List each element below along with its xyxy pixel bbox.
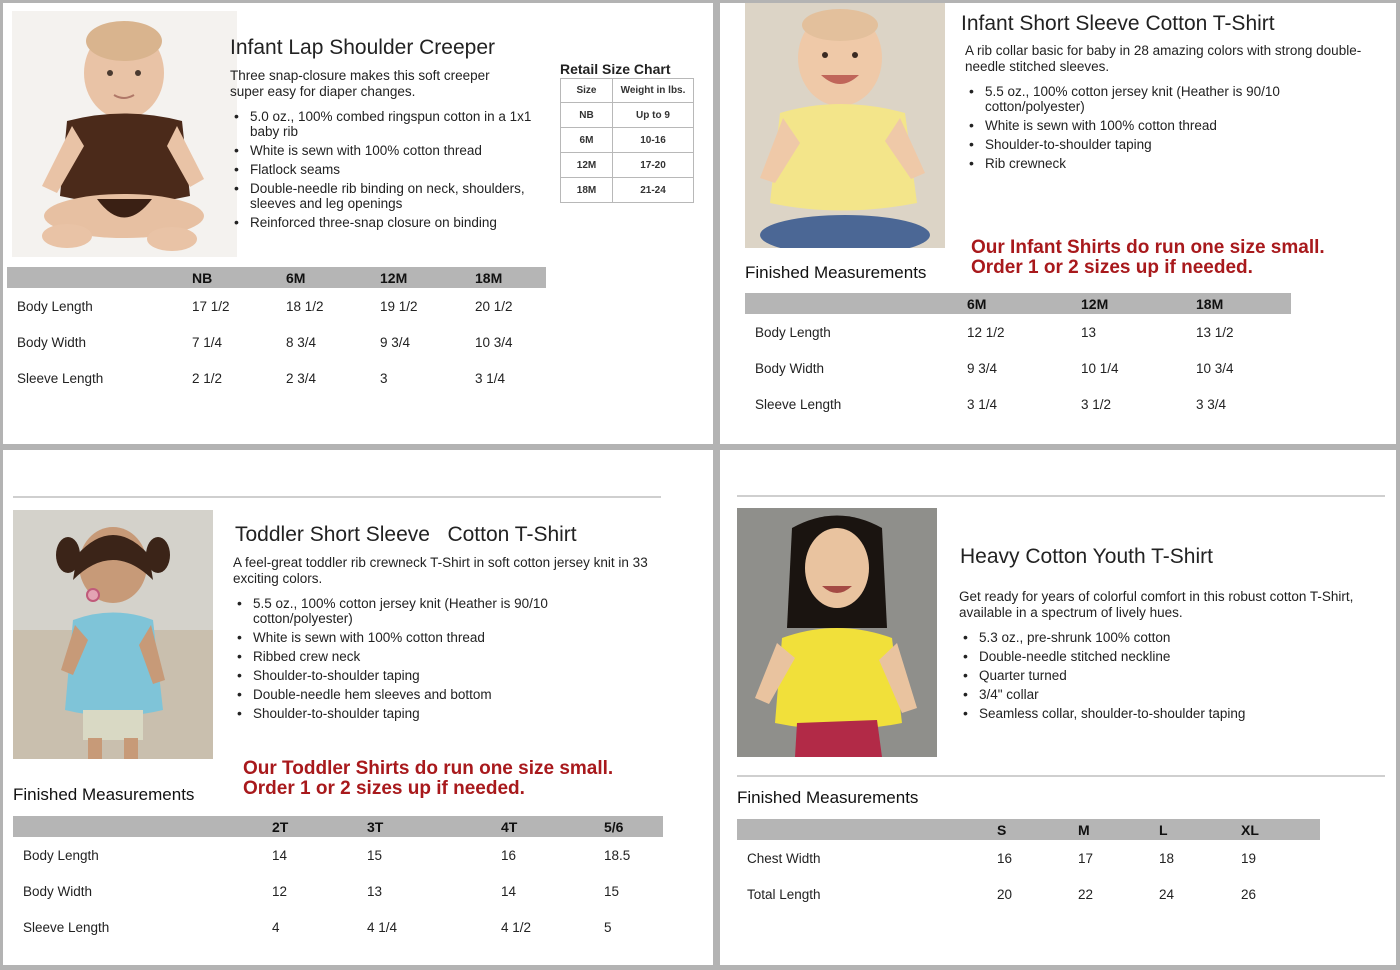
product-description: Three snap-closure makes this soft creeper super easy for diaper changes. [230,68,490,99]
product-title: Toddler Short Sleeve Cotton T-Shirt [235,523,577,546]
table-cell: 20 [997,887,1013,902]
sizing-warning [243,759,613,799]
table-cell: 18.5 [604,848,631,863]
feature-item: • White is sewn with 100% cotton thread [233,630,593,645]
table-cell: 13 1/2 [1196,325,1234,340]
row-label: Body Width [17,335,87,350]
size-chart-header: Size [561,79,613,103]
baby-yellow-shirt-photo [745,3,945,248]
feature-item: • White is sewn with 100% cotton thread [965,118,1325,133]
size-chart-header: Weight in lbs. [613,79,694,103]
column-header: L [1159,822,1168,838]
table-cell: 9 3/4 [380,335,411,350]
table-cell: 15 [367,848,383,863]
size-chart-row [561,128,694,153]
table-cell: 7 1/4 [192,335,223,350]
feature-item: • Ribbed crew neck [233,649,593,664]
table-cell: 2 1/2 [192,371,223,386]
toddler-blue-shirt-photo [13,510,213,759]
row-label: Total Length [747,887,821,902]
table-cell: 13 [367,884,383,899]
feature-item: • 5.3 oz., pre-shrunk 100% cotton [959,630,1319,645]
column-header: 3T [367,819,384,835]
row-label: Body Width [23,884,93,899]
feature-list [233,596,593,725]
feature-item: • Double-needle rib binding on neck, shoulders, sleeves and leg openings [230,181,550,211]
size-chart-cell: 21-24 [613,178,694,203]
table-cell: 24 [1159,887,1175,902]
row-label: Chest Width [747,851,821,866]
size-chart-cell: 12M [561,153,613,178]
size-chart-row [561,103,694,128]
feature-item: • Seamless collar, shoulder-to-shoulder taping [959,706,1319,721]
finished-measurements-label: Finished Measurements [737,788,919,807]
product-description: A feel-great toddler rib crewneck T-Shirt in soft cotton jersey knit in 33 exciting colors. [233,555,648,586]
column-header: 6M [967,296,987,312]
column-header: 18M [1196,296,1224,312]
divider-line [13,496,661,498]
column-header: 5/6 [604,819,624,835]
column-header: 2T [272,819,289,835]
feature-item: • 5.0 oz., 100% combed ringspun cotton in a 1x1 baby rib [230,109,550,139]
size-chart-cell: 17-20 [613,153,694,178]
feature-item: • 5.5 oz., 100% cotton jersey knit (Heather is 90/10 cotton/polyester) [965,84,1325,114]
table-cell: 9 3/4 [967,361,998,376]
table-cell: 14 [501,884,517,899]
sizing-warning-line: Order 1 or 2 sizes up if needed. [243,778,525,799]
product-title: Infant Lap Shoulder Creeper [230,36,496,59]
feature-item: • Shoulder-to-shoulder taping [233,706,593,721]
column-header: NB [192,270,213,286]
table-cell: 3 [380,371,388,386]
row-label: Body Length [23,848,99,863]
table-cell: 19 [1241,851,1257,866]
row-label: Body Length [17,299,93,314]
table-cell: 4 [272,920,280,935]
feature-item: • Shoulder-to-shoulder taping [965,137,1325,152]
size-chart-row [561,153,694,178]
table-cell: 3 1/2 [1081,397,1112,412]
row-label: Body Width [755,361,825,376]
feature-item: • Shoulder-to-shoulder taping [233,668,593,683]
finished-measurements-label: Finished Measurements [745,263,927,282]
feature-item: • Double-needle hem sleeves and bottom [233,687,593,702]
size-chart-cell: 6M [561,128,613,153]
measurement-header-bar [737,819,1320,840]
youth-tshirt-panel [720,450,1396,965]
table-cell: 4 1/4 [367,920,398,935]
row-label: Sleeve Length [755,397,842,412]
table-cell: 20 1/2 [475,299,513,314]
feature-item: • Rib crewneck [965,156,1325,171]
sizing-warning [971,238,1325,278]
infant-creeper-panel [3,3,713,444]
table-cell: 10 1/4 [1081,361,1119,376]
sizing-warning-line: Order 1 or 2 sizes up if needed. [971,257,1253,278]
feature-list [959,630,1319,725]
column-header: 12M [1081,296,1109,312]
column-header: 18M [475,270,503,286]
table-cell: 16 [501,848,517,863]
table-cell: 13 [1081,325,1097,340]
column-header: 12M [380,270,408,286]
table-cell: 12 [272,884,288,899]
table-cell: 22 [1078,887,1094,902]
row-label: Sleeve Length [23,920,110,935]
table-cell: 4 1/2 [501,920,532,935]
table-cell: 19 1/2 [380,299,418,314]
table-cell: 15 [604,884,620,899]
column-header: XL [1241,822,1259,838]
product-title: Heavy Cotton Youth T-Shirt [960,545,1213,568]
divider-line [737,775,1385,777]
sizing-warning-line: Our Infant Shirts do run one size small. [971,237,1325,258]
table-cell: 18 1/2 [286,299,324,314]
feature-item: • Double-needle stitched neckline [959,649,1319,664]
product-title: Infant Short Sleeve Cotton T-Shirt [961,12,1275,35]
divider-line [737,495,1385,497]
feature-item: • White is sewn with 100% cotton thread [230,143,550,158]
feature-item: • 3/4" collar [959,687,1319,702]
table-cell: 2 3/4 [286,371,317,386]
feature-item: • 5.5 oz., 100% cotton jersey knit (Heather is 90/10 cotton/polyester) [233,596,593,626]
infant-tshirt-panel [720,3,1396,444]
size-chart-cell: 10-16 [613,128,694,153]
feature-item: • Reinforced three-snap closure on binding [230,215,550,230]
feature-item: • Flatlock seams [230,162,550,177]
column-header: 4T [501,819,518,835]
row-label: Body Length [755,325,831,340]
sizing-warning-line: Our Toddler Shirts do run one size small. [243,758,614,779]
table-cell: 10 3/4 [1196,361,1234,376]
row-label: Sleeve Length [17,371,104,386]
retail-size-chart [560,78,694,203]
table-cell: 3 1/4 [475,371,506,386]
baby-brown-creeper-photo [12,11,237,257]
column-header: M [1078,822,1090,838]
table-cell: 14 [272,848,288,863]
size-chart-cell: NB [561,103,613,128]
toddler-tshirt-panel [3,450,713,965]
table-cell: 12 1/2 [967,325,1005,340]
measurement-header-bar [13,816,663,837]
measurement-header-bar [7,267,546,288]
table-cell: 10 3/4 [475,335,513,350]
finished-measurements-label: Finished Measurements [13,785,195,804]
youth-yellow-shirt-photo [737,508,937,757]
column-header: 6M [286,270,306,286]
table-cell: 16 [997,851,1013,866]
product-description: Get ready for years of colorful comfort in this robust cotton T-Shirt, available in a spectrum of lively hues. [959,589,1354,620]
size-chart-header-row [561,79,694,103]
size-chart-row [561,178,694,203]
table-cell: 3 3/4 [1196,397,1227,412]
feature-item: • Quarter turned [959,668,1319,683]
feature-list [965,84,1325,175]
product-description: A rib collar basic for baby in 28 amazing colors with strong double-needle stitched sleeves. [965,43,1362,74]
table-cell: 17 1/2 [192,299,230,314]
table-cell: 17 [1078,851,1094,866]
size-chart-cell: 18M [561,178,613,203]
column-header: S [997,822,1007,838]
table-cell: 8 3/4 [286,335,317,350]
table-cell: 5 [604,920,612,935]
table-cell: 26 [1241,887,1257,902]
size-chart-cell: Up to 9 [613,103,694,128]
size-chart-title: Retail Size Chart [560,61,671,77]
table-cell: 18 [1159,851,1175,866]
feature-list [230,109,550,234]
table-cell: 3 1/4 [967,397,998,412]
